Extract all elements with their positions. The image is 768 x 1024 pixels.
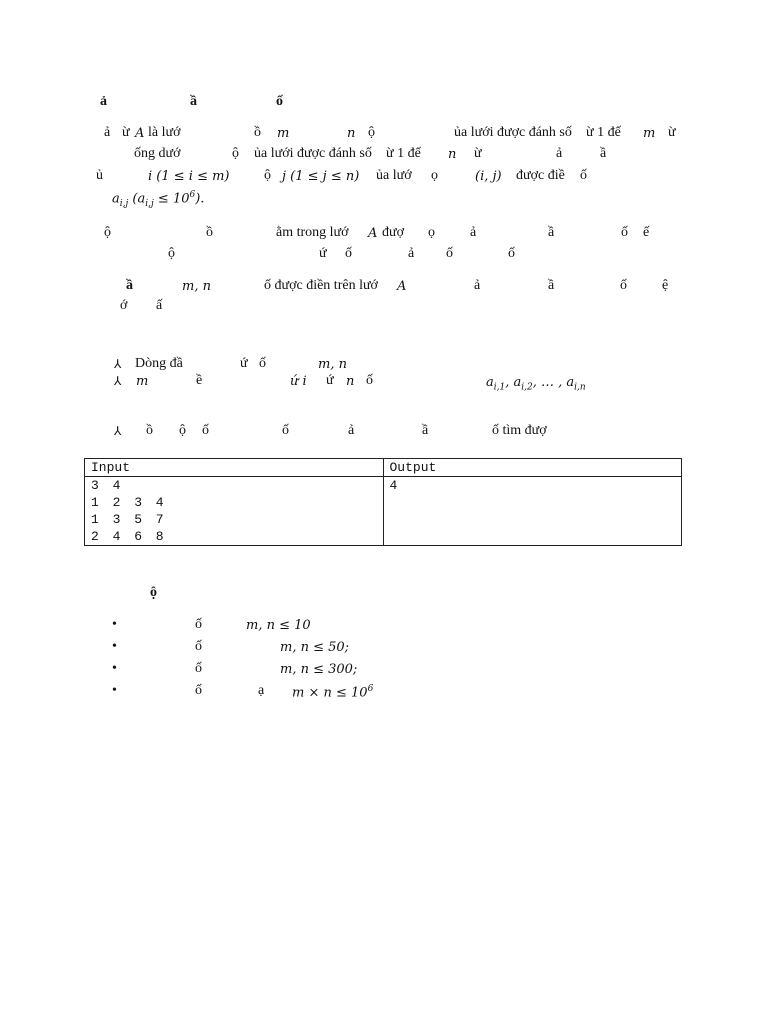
text-fragment: đượ (382, 225, 404, 240)
text-fragment: ố (195, 639, 202, 654)
text-fragment: ả (104, 125, 111, 140)
text-fragment: ạ (258, 683, 265, 698)
text-fragment: ấ (156, 298, 163, 313)
bullet-icon: • (112, 683, 117, 698)
text-fragment: ả (408, 246, 415, 261)
text-fragment: ố (195, 661, 202, 676)
text-fragment: ủa lưới được đánh số (454, 125, 572, 140)
text-fragment: ố (282, 423, 289, 438)
math-var: n (448, 147, 457, 162)
input-line: 1 3 5 7 (91, 512, 164, 527)
text-fragment: ủa lưới được đánh số (254, 146, 372, 161)
text-fragment: ồ (254, 125, 261, 140)
math-expr: (i, j) (475, 169, 502, 184)
text-fragment: ộ (264, 168, 271, 183)
text-fragment: ọ (431, 168, 438, 183)
math-var: A (135, 126, 145, 141)
text-fragment: ừ 1 đế (586, 125, 621, 140)
math-expr: m, n (182, 279, 211, 294)
title-part-3: ố (276, 94, 283, 109)
text-fragment: ủa lướ (376, 168, 412, 183)
text-fragment: ố (446, 246, 453, 261)
input-line: 1 2 3 4 (91, 495, 164, 510)
text-fragment: ệ (662, 278, 669, 293)
math-expr: m, n (318, 357, 347, 372)
text-fragment: ồ (146, 423, 153, 438)
output-header: Output (383, 459, 682, 477)
input-line: 3 4 (91, 478, 121, 493)
text-fragment: ố (580, 168, 587, 183)
text-fragment: Dòng đầ (135, 356, 183, 371)
text-fragment: ừ (668, 125, 676, 140)
triangle-bullet-icon: ⅄ (114, 357, 122, 371)
text-fragment: ố được điền trên lướ (264, 278, 378, 293)
text-fragment: ầ (548, 278, 555, 293)
text-fragment: ộ (168, 246, 175, 261)
text-fragment: ả (556, 146, 563, 161)
math-var: A (397, 279, 407, 294)
text-fragment: ộ (232, 146, 239, 161)
math-expr: m, n ≤ 10 (246, 618, 311, 633)
triangle-bullet-icon: ⅄ (114, 424, 122, 438)
text-fragment: ả (470, 225, 477, 240)
math-expr: ứ i (290, 374, 307, 389)
text-fragment: ố tìm đượ (492, 423, 547, 438)
text-fragment: ộ (179, 423, 186, 438)
math-expr: $a_{i,1}$, $a_{i,2}$, … , $a_{i,n}$ (486, 375, 586, 393)
input-line: 2 4 6 8 (91, 529, 164, 544)
text-fragment: ề (196, 373, 203, 388)
bullet-icon: • (112, 639, 117, 654)
text-fragment: ứ (319, 246, 327, 261)
text-fragment: ố (508, 246, 515, 261)
text-fragment: ọ (428, 225, 435, 240)
math-var: m (136, 374, 149, 389)
text-fragment: ầ (600, 146, 607, 161)
math-expr: m, n ≤ 50; (280, 640, 350, 655)
text-fragment: ừ (122, 125, 130, 140)
math-var: n (346, 374, 355, 389)
table-row (85, 477, 682, 546)
math-expr: $a_{i,j}$ $(a_{i,j} \le 10^6)$. (112, 190, 205, 209)
text-fragment: ống dướ (134, 146, 181, 161)
math-expr: i (1 ≤ i ≤ m) (148, 169, 230, 184)
text-fragment: ế (643, 225, 650, 240)
bullet-icon: • (112, 617, 117, 632)
title-part-2: ầ (190, 94, 197, 109)
triangle-bullet-icon: ⅄ (114, 374, 122, 388)
subtasks-heading: ộ (150, 585, 157, 600)
text-fragment: ứ (240, 356, 248, 371)
input-cell (85, 477, 384, 546)
text-fragment: ố (202, 423, 209, 438)
text-fragment: ố (195, 683, 202, 698)
text-fragment: ừ 1 đế (386, 146, 421, 161)
text-fragment: ố (259, 356, 266, 371)
text-fragment: là lướ (148, 125, 181, 140)
text-fragment: ứ (326, 373, 334, 388)
text-fragment: ả (348, 423, 355, 438)
text-fragment: ầ (548, 225, 555, 240)
text-fragment: ộ (104, 225, 111, 240)
example-table (84, 458, 682, 546)
title-part-1: ả (100, 94, 107, 109)
text-fragment: ố (366, 373, 373, 388)
input-header: Input (85, 459, 384, 477)
math-var: m (643, 126, 656, 141)
math-var: n (347, 126, 356, 141)
math-var: m (277, 126, 290, 141)
math-expr: j (1 ≤ j ≤ n) (282, 169, 360, 184)
text-fragment: ừ (474, 146, 482, 161)
text-fragment: ầ (422, 423, 429, 438)
text-fragment: ố (620, 278, 627, 293)
text-fragment: được điề (516, 168, 565, 183)
math-expr: $m \times n \le 10^6$ (292, 684, 374, 701)
text-fragment: ầ (126, 278, 133, 293)
text-fragment: ố (195, 617, 202, 632)
output-cell (383, 477, 682, 546)
text-fragment: ủ (96, 168, 103, 183)
text-fragment: ớ (120, 298, 128, 313)
text-fragment: ộ (368, 125, 375, 140)
math-expr: m, n ≤ 300; (280, 662, 358, 677)
text-fragment: ồ (206, 225, 213, 240)
math-var: A (368, 226, 378, 241)
table-header-row (85, 459, 682, 477)
text-fragment: ố (621, 225, 628, 240)
text-fragment: ả (474, 278, 481, 293)
bullet-icon: • (112, 661, 117, 676)
text-fragment: ố (345, 246, 352, 261)
text-fragment: ằm trong lướ (276, 225, 349, 240)
output-line: 4 (389, 478, 398, 493)
